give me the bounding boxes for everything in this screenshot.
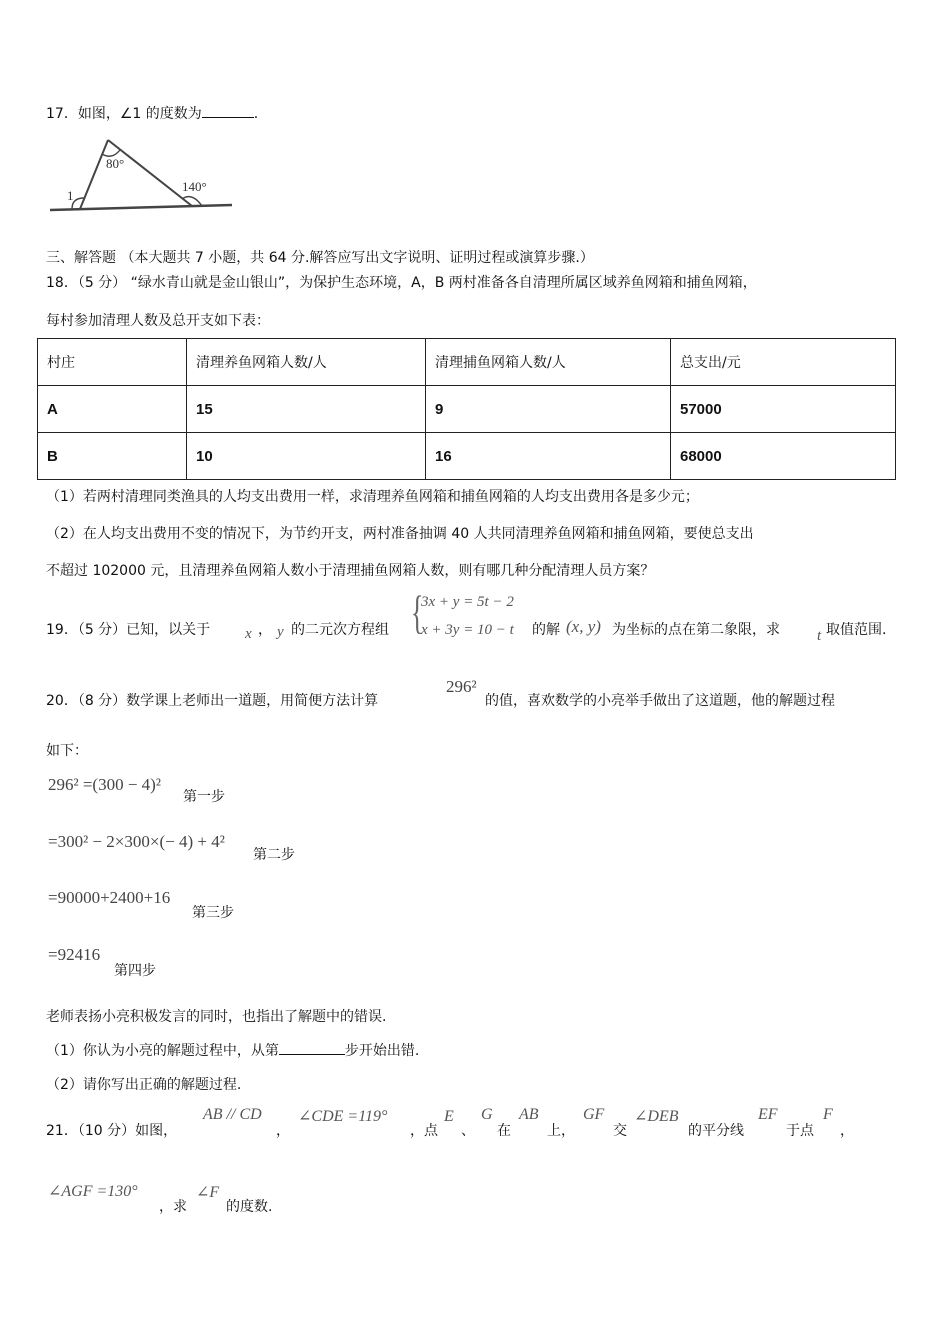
- q20-sub1: （1）你认为小亮的解题过程中，从第 步开始出错.: [46, 1040, 419, 1060]
- math-ab: AB: [519, 1106, 539, 1123]
- math-angle-agf: ∠AGF =130°: [48, 1183, 138, 1200]
- math-ab-parallel-cd: AB // CD: [203, 1106, 262, 1123]
- step-4-math: =92416: [48, 945, 101, 964]
- q20-suffix: 的值，喜欢数学的小亮举手做出了这道题，他的解题过程: [485, 693, 835, 709]
- var-y: y: [277, 624, 284, 640]
- table-header-row: [38, 339, 896, 386]
- var-x: x: [245, 626, 252, 642]
- q21-prefix: 21．（10 分）如图，: [46, 1123, 178, 1139]
- math-angle-f: ∠F: [196, 1184, 220, 1201]
- q18-sub2a: （2）在人均支出费用不变的情况下，为节约开支，两村准备抽调 40 人共同清理养鱼网箱和捕鱼网箱，要使总支出: [46, 526, 754, 542]
- table-header-cell: 清理捕鱼网箱人数/人: [426, 339, 671, 386]
- var-t: t: [817, 628, 822, 644]
- angle-label-140: 140°: [182, 179, 207, 194]
- table-header-cell: 清理养鱼网箱人数/人: [187, 339, 426, 386]
- base-line: [50, 205, 232, 210]
- q18-line2: 每村参加清理人数及总开支如下表：: [46, 313, 270, 329]
- step-3-label: 第三步: [192, 905, 234, 921]
- section-3-header: 三、解答题 （本大题共 7 小题，共 64 分.解答应写出文字说明、证明过程或演算步骤.）: [46, 250, 594, 266]
- math-ef: EF: [758, 1106, 778, 1123]
- math-angle-deb: ∠DEB: [634, 1108, 679, 1125]
- q20-teacher: 老师表扬小亮积极发言的同时，也指出了解题中的错误.: [46, 1009, 387, 1025]
- angle-label-1: 1: [67, 188, 74, 203]
- answer-blank: [279, 1040, 345, 1055]
- math-gf: GF: [583, 1106, 605, 1123]
- math-point-e: E: [444, 1108, 454, 1125]
- step-2-label: 第二步: [253, 847, 295, 863]
- math-point-f: F: [823, 1106, 833, 1123]
- table-cell: 10: [187, 433, 426, 480]
- triangle-right-side: [108, 140, 192, 206]
- math-point-g: G: [481, 1106, 493, 1123]
- equation-2: x + 3y = 10 − t: [421, 622, 514, 638]
- step-3-math: =90000+2400+16: [48, 888, 171, 907]
- table-row: [38, 433, 896, 480]
- equation-1: 3x + y = 5t − 2: [421, 594, 514, 610]
- table-header-cell: 村庄: [38, 339, 187, 386]
- q17-text: 17．如图，∠1 的度数为: [46, 106, 202, 122]
- table-cell: 57000: [671, 386, 896, 433]
- q19-prefix: 19．（5 分）已知，以关于: [46, 622, 211, 638]
- q20-prefix: 20．（8 分）数学课上老师出一道题，用简便方法计算: [46, 693, 379, 709]
- table-header-cell: 总支出/元: [671, 339, 896, 386]
- answer-blank: [202, 103, 254, 118]
- q19-mid: 的二元次方程组: [291, 622, 389, 638]
- table-cell: A: [38, 386, 187, 433]
- expense-table: [37, 338, 896, 480]
- table-cell: 9: [426, 386, 671, 433]
- q17-line: 17．如图，∠1 的度数为 .: [46, 103, 258, 123]
- q18-sub1: （1）若两村清理同类渔具的人均支出费用一样，求清理养鱼网箱和捕鱼网箱的人均支出费用各是多少元；: [46, 489, 699, 505]
- system-brace: {: [411, 586, 424, 639]
- table-cell: 15: [187, 386, 426, 433]
- table-row: [38, 386, 896, 433]
- q19-sol-suffix: 为坐标的点在第二象限，求: [612, 622, 780, 638]
- table-cell: 16: [426, 433, 671, 480]
- step-2-math: =300² − 2×300×(− 4) + 4²: [48, 832, 225, 851]
- expr-296-squared: 296²: [446, 677, 477, 696]
- q18-line1: 18．（5 分） “绿水青山就是金山银山”，为保护生态环境，A，B 两村准备各自清理所属区域养鱼网箱和捕鱼网箱，: [46, 275, 757, 291]
- table-cell: B: [38, 433, 187, 480]
- math-angle-cde: ∠CDE =119°: [298, 1108, 388, 1125]
- q20-line2: 如下：: [46, 743, 88, 759]
- q20-sub2: （2）请你写出正确的解题过程.: [46, 1077, 242, 1093]
- step-4-label: 第四步: [114, 963, 156, 979]
- q18-sub2b: 不超过 102000 元，且清理养鱼网箱人数小于清理捕鱼网箱人数，则有哪几种分配清理人员方案？: [46, 563, 655, 579]
- step-1-math: 296² =(300 − 4)²: [48, 775, 161, 794]
- solution-pair: (x, y): [566, 617, 601, 636]
- triangle-figure: [46, 134, 236, 216]
- angle-label-80: 80°: [106, 156, 125, 171]
- triangle-left-side: [80, 140, 108, 209]
- table-cell: 68000: [671, 433, 896, 480]
- step-1-label: 第一步: [183, 789, 225, 805]
